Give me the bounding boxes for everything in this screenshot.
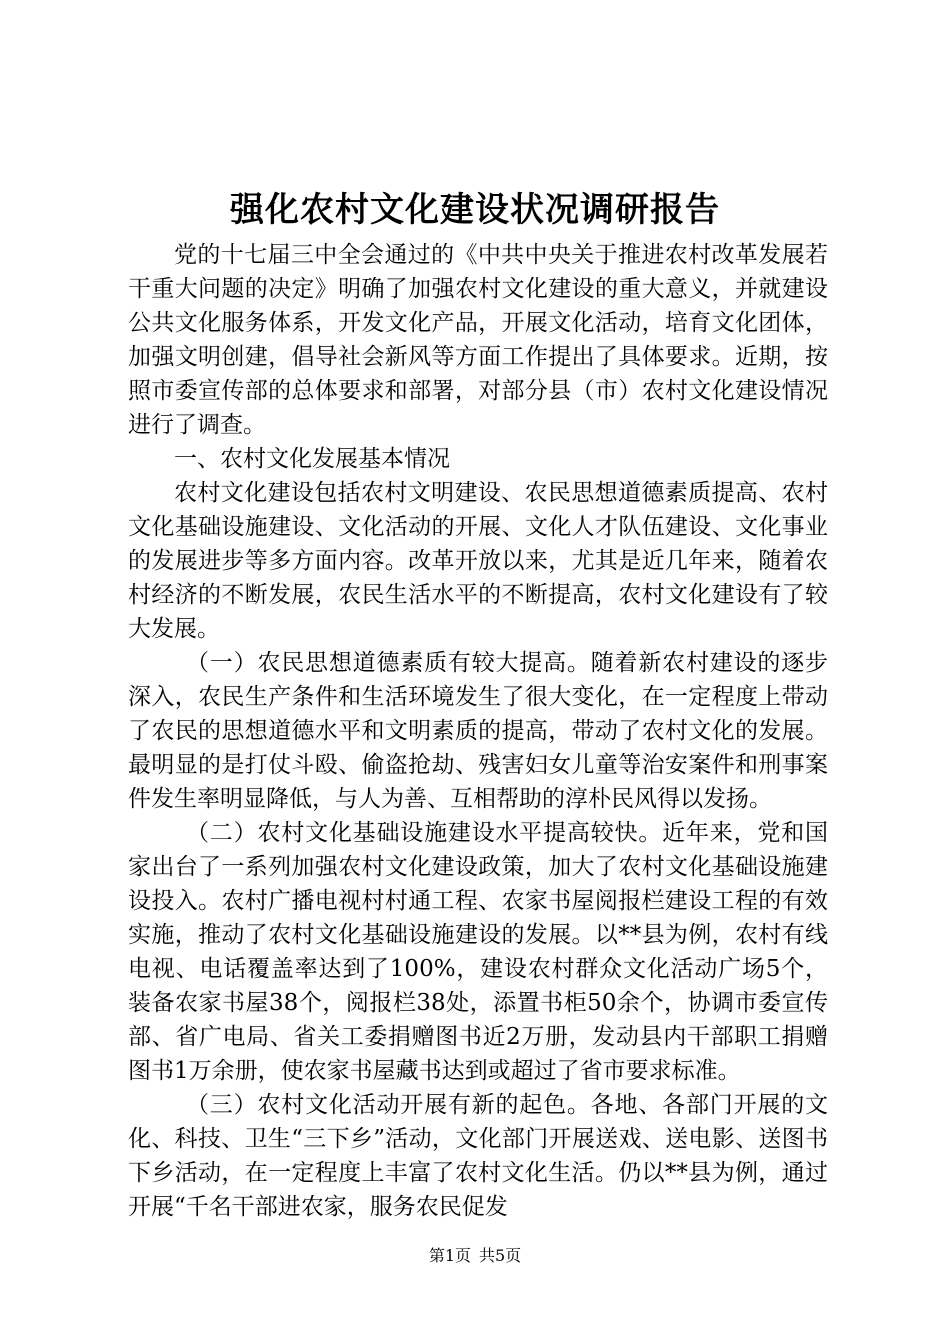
paragraph-subsection-1: （一）农民思想道德素质有较大提高。随着新农村建设的逐步深入，农民生产条件和生活环境发生了很大变化，在一定程度上带动了农民的思想道德水平和文明素质的提高，带动了农村文化的发展。最明显的是打仗斗殴、偷盗抢劫、残害妇女儿童等治安案件和刑事案件发生率明显降低，与人为善、互相帮助的淳朴民风得以发扬。 <box>128 650 828 812</box>
page-footer <box>0 1244 950 1268</box>
page-number: 第1页 <box>428 1246 471 1265</box>
total-pages: 共5页 <box>479 1246 522 1265</box>
section-heading-1: 一、农村文化发展基本情况 <box>174 446 450 472</box>
document-title: 强化农村文化建设状况调研报告 <box>230 190 720 230</box>
paragraph-subsection-3: （三）农村文化活动开展有新的起色。各地、各部门开展的文化、科技、卫生“三下乡”活动，文化部门开展送戏、送电影、送图书下乡活动，在一定程度上丰富了农村文化生活。仍以**县为例，通过开展“千名干部进农家，服务农民促发 <box>128 1092 828 1220</box>
paragraph-subsection-2: （二）农村文化基础设施建设水平提高较快。近年来，党和国家出台了一系列加强农村文化建设政策，加大了农村文化基础设施建设投入。农村广播电视村村通工程、农家书屋阅报栏建设工程的有效实施，推动了农村文化基础设施建设的发展。以**县为例，农村有线电视、电话覆盖率达到了100%，建设农村群众文化活动广场5个，装备农家书屋38个，阅报栏38处，添置书柜50余个，协调市委宣传部、省广电局、省关工委捐赠图书近2万册，发动县内干部职工捐赠图书1万余册，使农家书屋藏书达到或超过了省市要求标准。 <box>128 820 828 1084</box>
paragraph-overview: 农村文化建设包括农村文明建设、农民思想道德素质提高、农村文化基础设施建设、文化活动的开展、文化人才队伍建设、文化事业的发展进步等多方面内容。改革开放以来，尤其是近几年来，随着农村经济的不断发展，农民生活水平的不断提高，农村文化建设有了较大发展。 <box>128 480 828 642</box>
paragraph-intro: 党的十七届三中全会通过的《中共中央关于推进农村改革发展若干重大问题的决定》明确了加强农村文化建设的重大意义，并就建设公共文化服务体系，开发文化产品，开展文化活动，培育文化团体，加强文明创建，倡导社会新风等方面工作提出了具体要求。近期，按照市委宣传部的总体要求和部署，对部分县（市）农村文化建设情况进行了调查。 <box>128 242 828 438</box>
document-body <box>128 238 828 1224</box>
